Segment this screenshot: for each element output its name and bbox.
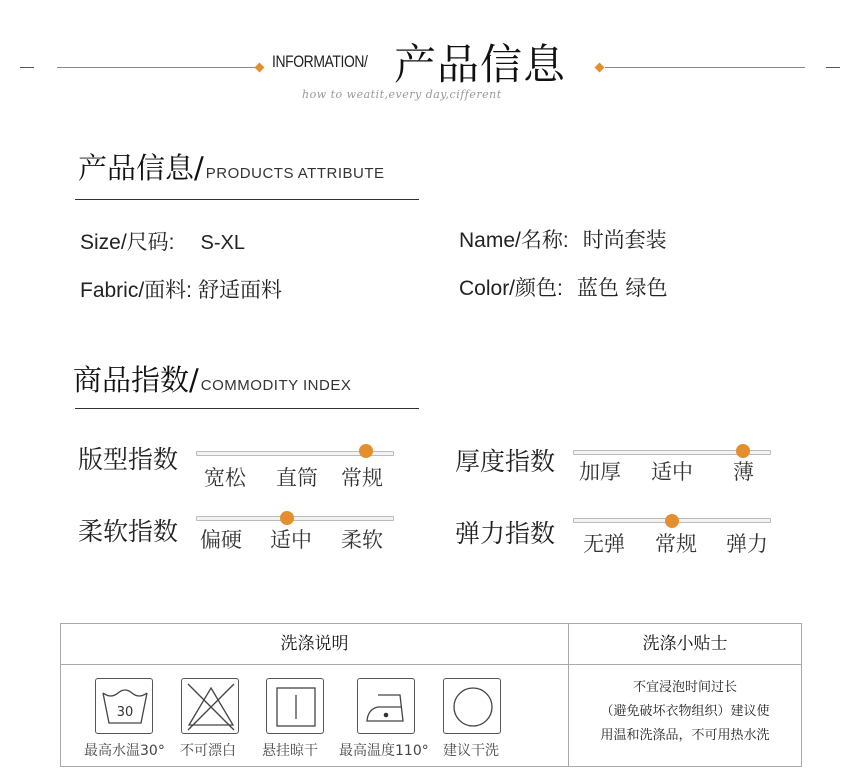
index-option: 宽松 bbox=[204, 466, 246, 490]
index-marker bbox=[665, 514, 679, 528]
banner-subtitle: how to weatit,every day,cifferent bbox=[302, 88, 502, 101]
index-name: 柔软指数 bbox=[78, 517, 179, 546]
wash-tips-text bbox=[569, 676, 801, 748]
wash-temp-text: 30 bbox=[116, 705, 134, 720]
products-title-en: PRODUCTS ATTRIBUTE bbox=[205, 165, 385, 182]
index-options bbox=[196, 462, 394, 492]
commodity-title-cn: 商品指数/ bbox=[73, 363, 199, 397]
wash-icon-label: 建议干洗 bbox=[443, 743, 499, 759]
wash-instructions-header: 洗涤说明 bbox=[280, 634, 349, 654]
banner-dash-left bbox=[20, 67, 34, 68]
banner-dash-right bbox=[826, 67, 840, 68]
index-option: 偏硬 bbox=[200, 528, 242, 552]
attr-size-value: S-XL bbox=[200, 232, 245, 254]
attr-name bbox=[459, 224, 667, 254]
index-option: 薄 bbox=[733, 460, 754, 484]
attr-color-label: Color/颜色: bbox=[459, 277, 563, 300]
products-section-title bbox=[78, 146, 385, 187]
wash-icon-label: 最高温度110° bbox=[339, 743, 429, 759]
commodity-title-en: COMMODITY INDEX bbox=[200, 377, 352, 394]
attr-size-label: Size/尺码: bbox=[80, 231, 175, 254]
attr-fabric bbox=[80, 274, 282, 304]
index-name: 厚度指数 bbox=[455, 447, 556, 476]
index-option: 适中 bbox=[270, 528, 312, 552]
wash-tips-header: 洗涤小贴士 bbox=[642, 634, 728, 654]
no-bleach-icon bbox=[181, 678, 239, 734]
banner-line-right bbox=[605, 67, 805, 68]
index-option: 弹力 bbox=[726, 532, 768, 556]
wash-tip-line: 不宜浸泡时间过长 bbox=[632, 680, 737, 695]
commodity-divider bbox=[75, 408, 419, 409]
banner-english-title: INFORMATION/ bbox=[272, 52, 368, 71]
wash-tip-line: （避免破坏衣物组织）建议使 bbox=[600, 704, 770, 719]
index-track bbox=[196, 516, 394, 521]
attr-color bbox=[459, 272, 668, 302]
index-option: 柔软 bbox=[341, 528, 383, 552]
wash-icon-label: 不可漂白 bbox=[180, 743, 236, 759]
attr-fabric-label: Fabric/面料: bbox=[80, 279, 193, 302]
index-softness bbox=[78, 512, 408, 568]
wash-table bbox=[60, 623, 802, 767]
attr-size bbox=[80, 226, 245, 256]
index-option: 常规 bbox=[341, 466, 383, 490]
index-elasticity bbox=[455, 514, 785, 570]
hang-dry-icon bbox=[266, 678, 324, 734]
index-options bbox=[573, 528, 771, 558]
index-name: 弹力指数 bbox=[455, 519, 556, 548]
banner-line-left bbox=[57, 67, 257, 68]
wash-icon-label: 悬挂晾干 bbox=[262, 743, 318, 759]
index-name: 版型指数 bbox=[78, 445, 179, 474]
wash-30-icon bbox=[95, 678, 153, 734]
index-marker bbox=[280, 511, 294, 525]
attr-fabric-value: 舒适面料 bbox=[198, 278, 283, 302]
index-thickness bbox=[455, 442, 785, 498]
attr-color-value: 蓝色 绿色 bbox=[576, 276, 668, 300]
products-title-cn: 产品信息/ bbox=[78, 151, 204, 185]
header-banner bbox=[0, 0, 862, 110]
products-divider bbox=[75, 199, 419, 200]
index-option: 适中 bbox=[651, 460, 693, 484]
commodity-section-title bbox=[73, 358, 351, 399]
wash-tip-line: 用温和洗涤品，不可用热水洗 bbox=[600, 728, 770, 743]
dry-clean-icon bbox=[443, 678, 501, 734]
diamond-icon bbox=[255, 63, 265, 73]
banner-chinese-title: 产品信息 bbox=[394, 40, 567, 89]
index-option: 常规 bbox=[655, 532, 697, 556]
attr-name-value: 时尚套装 bbox=[582, 228, 667, 252]
index-options bbox=[573, 456, 771, 486]
attr-name-label: Name/名称: bbox=[459, 229, 569, 252]
index-option: 无弹 bbox=[583, 532, 625, 556]
index-option: 加厚 bbox=[579, 460, 621, 484]
index-fit bbox=[78, 440, 408, 496]
table-divider-horizontal bbox=[61, 664, 801, 665]
index-options bbox=[196, 524, 394, 554]
iron-icon bbox=[357, 678, 415, 734]
wash-icon-label: 最高水温30° bbox=[84, 743, 165, 759]
index-option: 直筒 bbox=[276, 466, 318, 490]
diamond-icon bbox=[595, 63, 605, 73]
